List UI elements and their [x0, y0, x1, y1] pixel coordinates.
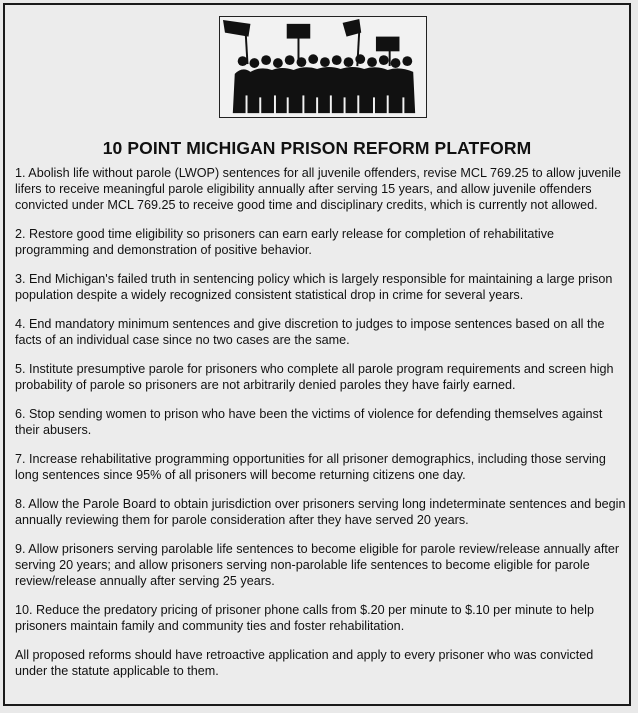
platform-frame: [3, 3, 631, 706]
platform-item: 9. Allow prisoners serving parolable life sentences to become eligible for parole review/release annually after serving 20 years; and allow prisoners serving non-parolable life sentences to become eligible for parole review/release annually after serving 25 years.: [15, 542, 620, 588]
platform-item: 4. End mandatory minimum sentences and give discretion to judges to impose sentences based on all the facts of an individual case since no two cases are the same.: [15, 317, 605, 347]
platform-item: 8. Allow the Parole Board to obtain jurisdiction over prisoners serving long indeterminate sentences and begin annually reviewing them for parole consideration after they have served 20 years.: [15, 497, 626, 527]
platform-list: [15, 165, 627, 692]
platform-item: 5. Institute presumptive parole for prisoners who complete all parole program requirements and screen high probability of parole so prisoners are not arbitrarily denied paroles they have fairly earned.: [15, 362, 614, 392]
platform-item: 7. Increase rehabilitative programming opportunities for all prisoner demographics, including those serving long sentences since 95% of all prisoners will become returning citizens one day.: [15, 452, 606, 482]
platform-item: 10. Reduce the predatory pricing of prisoner phone calls from $.20 per minute to $.10 per minute to help prisoners maintain family and community ties and foster rehabilitation.: [15, 603, 594, 633]
platform-item: 3. End Michigan's failed truth in sentencing policy which is largely responsible for maintaining a large prison population despite a widely recognized consistent statistical drop in crime for several years.: [15, 272, 613, 302]
footer-note: All proposed reforms should have retroactive application and apply to every prisoner who was convicted under the statute applicable to them.: [15, 648, 594, 678]
platform-item: 6. Stop sending women to prison who have been the victims of violence for defending themselves against their abusers.: [15, 407, 603, 437]
protest-crowd-icon: [219, 16, 427, 118]
page-title: 10 POINT MICHIGAN PRISON REFORM PLATFORM: [102, 138, 532, 158]
platform-item: 2. Restore good time eligibility so prisoners can earn early release for completion of rehabilitative programming and demonstration of positive behavior.: [15, 227, 555, 257]
platform-item: 1. Abolish life without parole (LWOP) sentences for all juvenile offenders, revise MCL 769.25 to allow juvenile lifers to receive meaningful parole eligibility annually after serving 15 years, and allow juvenile offenders convicted under MCL 769.25 to receive good time and disciplinary credits, which is currently not allowed.: [15, 166, 621, 212]
